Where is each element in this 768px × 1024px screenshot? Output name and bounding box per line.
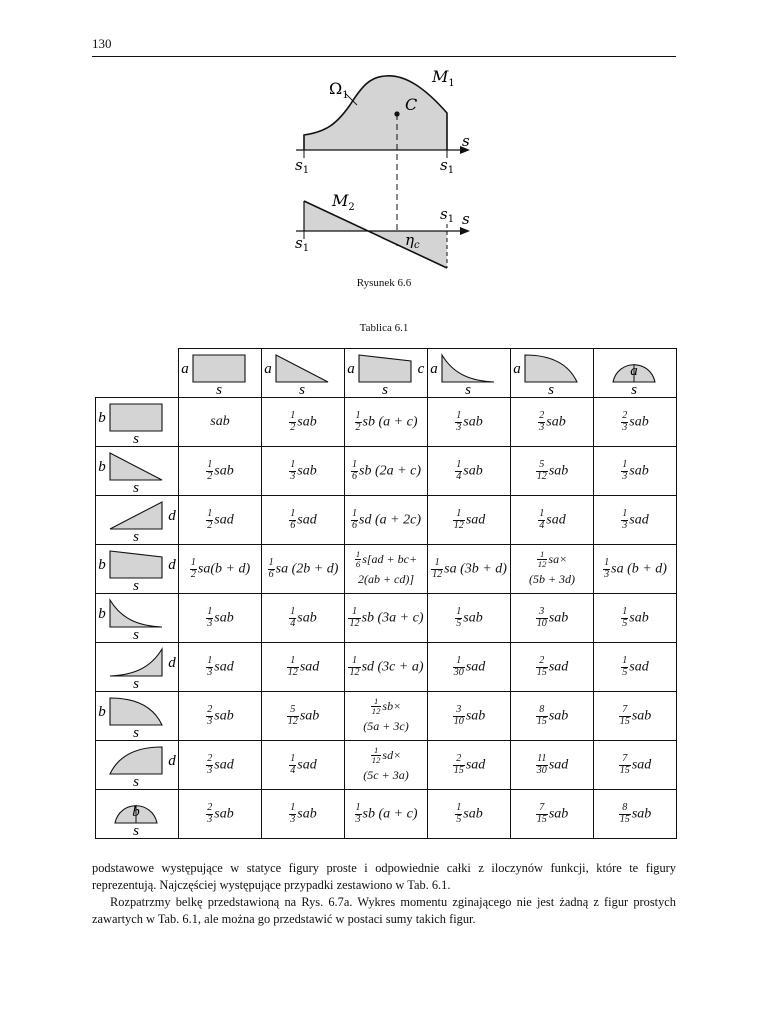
- integral-value: $\frac{7}{15}$ sad: [594, 741, 677, 790]
- fraction: $\frac{1}{12}$: [371, 745, 381, 766]
- integral-value: $\frac{1}{6}$ sa (2b + d): [262, 545, 345, 594]
- integral-value: $\frac{1}{6}$ s[ad + bc+ 2(ab + cd)]: [345, 545, 428, 594]
- row-trapezoid-icon: [96, 547, 178, 591]
- svg-text:s: s: [133, 529, 139, 542]
- integral-value: $\frac{1}{12}$ sd (3c + a): [345, 643, 428, 692]
- svg-text:s: s: [133, 480, 139, 493]
- fraction: $\frac{2}{3}$: [207, 703, 213, 727]
- table-caption: Tablica 6.1: [359, 322, 409, 334]
- omega-label: $\Omega_1$: [329, 79, 349, 101]
- fraction: $\frac{1}{6}$: [352, 458, 358, 482]
- integral-value: $\frac{3}{10}$ sab: [428, 692, 511, 741]
- svg-text:b: b: [98, 557, 106, 573]
- svg-text:d: d: [168, 655, 176, 671]
- fraction: $\frac{1}{6}$: [355, 549, 361, 570]
- svg-text:a: a: [630, 363, 638, 379]
- table-corner: [96, 349, 179, 398]
- fraction: $\frac{1}{12}$: [371, 696, 381, 717]
- integral-value: $\frac{1}{6}$ sad: [262, 496, 345, 545]
- svg-text:b: b: [98, 410, 106, 426]
- paragraph-1: podstawowe występujące w statyce figury proste i odpowiednie całki z iloczynów funkcji, które te figury reprezentują. Najczęściej występujące przypadki zestawiono w Tab. 6.1.: [92, 861, 676, 892]
- eta-label: $\eta_c$: [405, 231, 420, 251]
- row-header-parabola-symmetric: [96, 790, 179, 839]
- row-rectangle-icon: [96, 400, 178, 444]
- integral-value: $\frac{1}{12}$ sd× (5c + 3a): [345, 741, 428, 790]
- fraction: $\frac{1}{5}$: [456, 801, 462, 825]
- integral-value: $\frac{1}{4}$ sad: [511, 496, 594, 545]
- svg-text:d: d: [168, 557, 176, 573]
- fraction: $\frac{2}{3}$: [207, 752, 213, 776]
- svg-text:b: b: [98, 606, 106, 622]
- svg-text:s: s: [216, 382, 222, 395]
- integral-value: $\frac{1}{6}$ sb (2a + c): [345, 447, 428, 496]
- svg-text:a: a: [181, 361, 189, 377]
- svg-text:s: s: [133, 676, 139, 689]
- integral-value: $\frac{1}{4}$ sad: [262, 741, 345, 790]
- fraction: $\frac{1}{3}$: [207, 654, 213, 678]
- table-row: [96, 545, 677, 594]
- integral-value: $\frac{1}{3}$ sa (b + d): [594, 545, 677, 594]
- fraction: $\frac{1}{2}$: [190, 556, 196, 580]
- column-header-triangle: [262, 349, 345, 398]
- centroid-label: C: [405, 95, 418, 114]
- body-text: [92, 860, 676, 928]
- m1-label: $M_1$: [432, 67, 455, 89]
- fraction: $\frac{7}{15}$: [536, 801, 547, 825]
- fraction: $\frac{11}{30}$: [536, 752, 547, 776]
- s1-label-right-top: $s_1$: [440, 156, 455, 176]
- fraction: $\frac{1}{4}$: [539, 507, 545, 531]
- row-triangle-right-icon: [96, 498, 178, 542]
- column-triangle-icon: [262, 351, 344, 395]
- fraction: $\frac{2}{15}$: [453, 752, 464, 776]
- fraction: $\frac{7}{15}$: [619, 752, 630, 776]
- integral-value: $\frac{1}{2}$ sa(b + d): [179, 545, 262, 594]
- integral-value: $\frac{5}{12}$ sab: [262, 692, 345, 741]
- integral-value: $\frac{1}{5}$ sab: [594, 594, 677, 643]
- row-header-triangle-left: [96, 447, 179, 496]
- fraction: $\frac{1}{12}$: [287, 654, 298, 678]
- fraction: $\frac{1}{4}$: [290, 605, 296, 629]
- fraction: $\frac{1}{5}$: [456, 605, 462, 629]
- column-header-parabola-convex: [511, 349, 594, 398]
- column-parabola-decreasing-icon: [428, 351, 510, 395]
- svg-text:a: a: [347, 361, 355, 377]
- svg-text:s: s: [465, 382, 471, 395]
- fraction: $\frac{1}{2}$: [207, 507, 213, 531]
- integral-value: $\frac{2}{3}$ sab: [179, 790, 262, 839]
- table-row: [96, 496, 677, 545]
- column-header-parabola-symmetric: [594, 349, 677, 398]
- m2-label: $M_2$: [332, 191, 355, 213]
- integral-value: $\frac{11}{30}$ sad: [511, 741, 594, 790]
- fraction: $\frac{1}{12}$: [453, 507, 464, 531]
- integral-value: $\frac{1}{4}$ sab: [428, 447, 511, 496]
- fraction: $\frac{1}{3}$: [622, 507, 628, 531]
- s1-label-right-bottom: $s_1$: [440, 205, 455, 225]
- fraction: $\frac{5}{12}$: [287, 703, 298, 727]
- page-number: 130: [92, 36, 112, 51]
- fraction: $\frac{1}{5}$: [622, 654, 628, 678]
- integral-value: $\frac{1}{5}$ sab: [428, 594, 511, 643]
- svg-text:s: s: [631, 382, 637, 395]
- integral-value: $\frac{5}{12}$ sab: [511, 447, 594, 496]
- row-parabola-convex-right-icon: [96, 743, 178, 787]
- integral-value: $\frac{1}{12}$ sad: [262, 643, 345, 692]
- figure-6-6: [0, 0, 768, 290]
- s1-label-left-top: $s_1$: [295, 156, 310, 176]
- fraction: $\frac{1}{5}$: [622, 605, 628, 629]
- row-header-parabola-decreasing: [96, 594, 179, 643]
- fraction: $\frac{2}{3}$: [207, 801, 213, 825]
- integral-value: $\frac{1}{12}$ sa (3b + d): [428, 545, 511, 594]
- fraction: $\frac{1}{3}$: [207, 605, 213, 629]
- svg-text:s: s: [133, 725, 139, 738]
- row-parabola-convex-left-icon: [96, 694, 178, 738]
- integral-value: $\frac{1}{12}$ sad: [428, 496, 511, 545]
- svg-text:c: c: [417, 361, 425, 377]
- fraction: $\frac{1}{4}$: [290, 752, 296, 776]
- svg-text:s: s: [133, 774, 139, 787]
- svg-text:b: b: [98, 704, 106, 720]
- fraction: $\frac{1}{30}$: [453, 654, 464, 678]
- integral-value: $\frac{1}{3}$ sab: [428, 398, 511, 447]
- integral-value: $\frac{2}{3}$ sab: [594, 398, 677, 447]
- integral-value: $\frac{1}{12}$ sb (3a + c): [345, 594, 428, 643]
- integral-value: $\frac{1}{3}$ sab: [594, 447, 677, 496]
- fraction: $\frac{2}{3}$: [622, 409, 628, 433]
- fraction: $\frac{1}{2}$: [290, 409, 296, 433]
- svg-text:s: s: [133, 627, 139, 640]
- column-header-trapezoid: [345, 349, 428, 398]
- svg-text:s: s: [548, 382, 554, 395]
- fraction: $\frac{1}{3}$: [290, 458, 296, 482]
- integral-value: $\frac{1}{2}$ sab: [262, 398, 345, 447]
- fraction: $\frac{1}{12}$: [432, 556, 443, 580]
- svg-text:b: b: [132, 804, 140, 820]
- integral-value: $\frac{8}{15}$ sab: [594, 790, 677, 839]
- integral-value: $\frac{1}{3}$ sab: [179, 594, 262, 643]
- svg-text:a: a: [264, 361, 272, 377]
- integral-value: $\frac{1}{2}$ sad: [179, 496, 262, 545]
- integral-value: $\frac{1}{2}$ sb (a + c): [345, 398, 428, 447]
- fraction: $\frac{1}{12}$: [349, 605, 360, 629]
- m1-diagram: [304, 76, 447, 150]
- svg-text:a: a: [430, 361, 438, 377]
- svg-text:s: s: [133, 431, 139, 444]
- table-row: [96, 398, 677, 447]
- integral-value: $\frac{1}{3}$ sab: [262, 447, 345, 496]
- row-header-triangle-right: [96, 496, 179, 545]
- table-row: [96, 594, 677, 643]
- s1-label-left-bottom: $s_1$: [295, 234, 310, 254]
- integral-value: $\frac{7}{15}$ sab: [511, 790, 594, 839]
- fraction: $\frac{8}{15}$: [619, 801, 630, 825]
- table-row: [96, 643, 677, 692]
- fraction: $\frac{1}{12}$: [537, 549, 547, 570]
- fraction: $\frac{1}{3}$: [622, 458, 628, 482]
- fraction: $\frac{1}{6}$: [290, 507, 296, 531]
- fraction: $\frac{1}{2}$: [207, 458, 213, 482]
- svg-text:b: b: [98, 459, 106, 475]
- integral-value: $\frac{1}{3}$ sab: [262, 790, 345, 839]
- row-header-parabola-increasing: [96, 643, 179, 692]
- fraction: $\frac{1}{6}$: [352, 507, 358, 531]
- integral-value: $\frac{3}{10}$ sab: [511, 594, 594, 643]
- row-parabola-decreasing-icon: [96, 596, 178, 640]
- table-row: [96, 692, 677, 741]
- svg-text:d: d: [168, 508, 176, 524]
- fraction: $\frac{1}{12}$: [349, 654, 360, 678]
- figure-caption: Rysunek 6.6: [356, 277, 412, 289]
- integral-value: $\frac{1}{3}$ sad: [179, 643, 262, 692]
- svg-text:s: s: [133, 823, 139, 836]
- integral-value: $\frac{2}{15}$ sad: [428, 741, 511, 790]
- fraction: $\frac{1}{6}$: [268, 556, 274, 580]
- fraction: $\frac{7}{15}$: [619, 703, 630, 727]
- paragraph-2: Rozpatrzmy belkę przedstawioną na Rys. 6.7a. Wykres momentu zginającego nie jest żadną z figur prostych zawartych w Tab. 6.1, ale można go przedstawić w postaci sumy takich figur.: [92, 895, 676, 926]
- svg-text:d: d: [168, 753, 176, 769]
- integral-value: $\frac{1}{5}$ sad: [594, 643, 677, 692]
- fraction: $\frac{1}{2}$: [355, 409, 361, 433]
- integrals-table: [95, 348, 677, 839]
- svg-text:a: a: [513, 361, 521, 377]
- integral-value: $\frac{1}{2}$ sab: [179, 447, 262, 496]
- row-parabola-increasing-icon: [96, 645, 178, 689]
- row-header-trapezoid: [96, 545, 179, 594]
- integral-value: sab: [179, 398, 262, 447]
- column-trapezoid-icon: [345, 351, 427, 395]
- table-row: [96, 741, 677, 790]
- integral-value: $\frac{1}{12}$ sa× (5b + 3d): [511, 545, 594, 594]
- svg-text:s: s: [299, 382, 305, 395]
- s-label-top: s: [462, 132, 470, 150]
- svg-text:s: s: [133, 578, 139, 591]
- integral-value: $\frac{2}{3}$ sad: [179, 741, 262, 790]
- column-parabola-convex-icon: [511, 351, 593, 395]
- fraction: $\frac{8}{15}$: [536, 703, 547, 727]
- table-row: [96, 790, 677, 839]
- integral-value: $\frac{2}{3}$ sab: [179, 692, 262, 741]
- integral-value: $\frac{7}{15}$ sab: [594, 692, 677, 741]
- fraction: $\frac{5}{12}$: [536, 458, 547, 482]
- row-header-rectangle: [96, 398, 179, 447]
- column-header-rectangle: [179, 349, 262, 398]
- column-header-parabola-decreasing: [428, 349, 511, 398]
- row-header-parabola-convex-right: [96, 741, 179, 790]
- row-triangle-left-icon: [96, 449, 178, 493]
- table-row: [96, 447, 677, 496]
- integral-value: $\frac{1}{6}$ sd (a + 2c): [345, 496, 428, 545]
- integral-value: $\frac{1}{3}$ sad: [594, 496, 677, 545]
- s-label-bottom: s: [462, 210, 470, 228]
- integral-value: $\frac{1}{5}$ sab: [428, 790, 511, 839]
- integral-value: $\frac{1}{12}$ sb× (5a + 3c): [345, 692, 428, 741]
- row-header-parabola-convex-left: [96, 692, 179, 741]
- column-parabola-symmetric-icon: [594, 351, 676, 395]
- fraction: $\frac{1}{3}$: [355, 801, 361, 825]
- integral-value: $\frac{8}{15}$ sab: [511, 692, 594, 741]
- column-rectangle-icon: [179, 351, 261, 395]
- fraction: $\frac{2}{3}$: [539, 409, 545, 433]
- fraction: $\frac{3}{10}$: [536, 605, 547, 629]
- integral-value: $\frac{2}{15}$ sad: [511, 643, 594, 692]
- integral-value: $\frac{1}{3}$ sb (a + c): [345, 790, 428, 839]
- fraction: $\frac{1}{3}$: [290, 801, 296, 825]
- integral-value: $\frac{1}{4}$ sab: [262, 594, 345, 643]
- row-parabola-symmetric-icon: [96, 792, 178, 836]
- fraction: $\frac{1}{3}$: [456, 409, 462, 433]
- integral-value: $\frac{1}{30}$ sad: [428, 643, 511, 692]
- fraction: $\frac{2}{15}$: [536, 654, 547, 678]
- s-axis-bottom-arrow: [460, 227, 470, 235]
- integral-value: $\frac{2}{3}$ sab: [511, 398, 594, 447]
- fraction: $\frac{3}{10}$: [453, 703, 464, 727]
- fraction: $\frac{1}{3}$: [604, 556, 610, 580]
- fraction: $\frac{1}{4}$: [456, 458, 462, 482]
- svg-text:s: s: [382, 382, 388, 395]
